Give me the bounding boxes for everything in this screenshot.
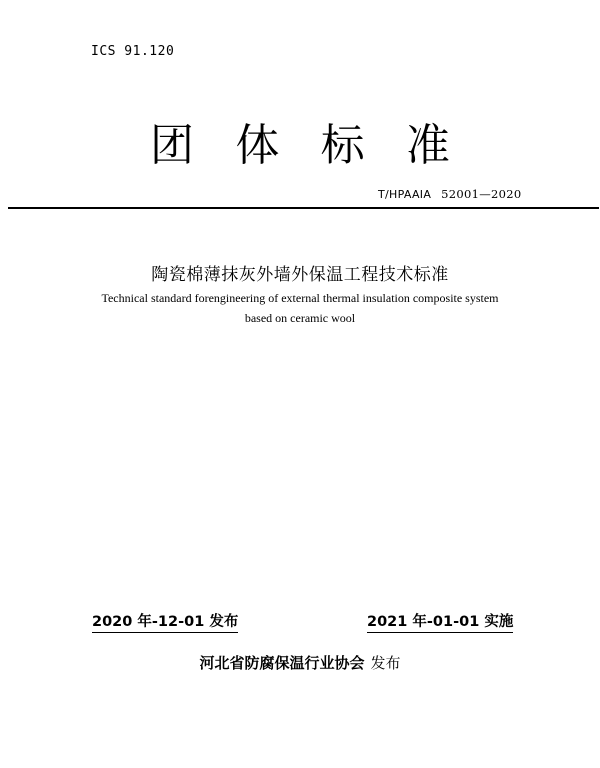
title-char-2: 体 — [235, 120, 280, 171]
standard-code-prefix: T/HPAAIA — [378, 188, 432, 201]
publisher-suffix: 发布 — [370, 654, 401, 672]
issue-date: 2020 年-12-01 发布 — [92, 610, 238, 633]
title-chinese: 陶瓷棉薄抹灰外墙外保温工程技术标准 — [151, 265, 449, 285]
standard-code-number: 52001—2020 — [441, 187, 522, 201]
title-english-line-1: Technical standard forengineering of external thermal insulation composite system — [101, 291, 499, 305]
header-divider — [8, 207, 599, 209]
title-char-4: 准 — [405, 120, 450, 171]
publisher — [0, 652, 600, 673]
title-char-3: 标 — [320, 120, 365, 171]
effective-date: 2021 年-01-01 实施 — [367, 610, 513, 633]
publisher-org: 河北省防腐保温行业协会 — [199, 654, 365, 672]
document-type-title — [150, 118, 450, 174]
title-char-1: 团 — [150, 120, 194, 171]
standard-code — [378, 187, 522, 201]
ics-code: ICS 91.120 — [91, 44, 175, 59]
title-english-line-2: based on ceramic wool — [244, 311, 356, 325]
